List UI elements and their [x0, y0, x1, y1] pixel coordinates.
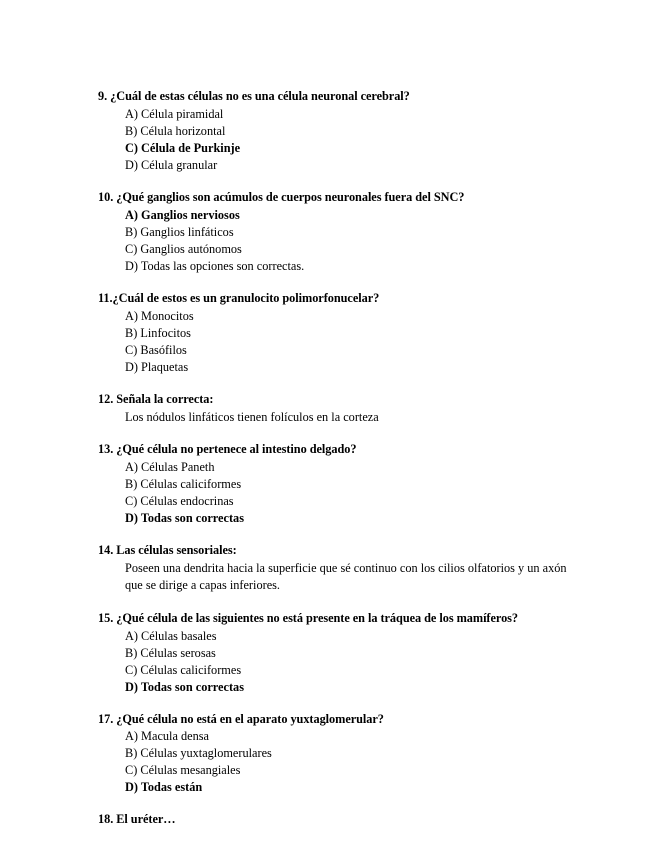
question-block-10 [98, 189, 583, 275]
option-item: D) Todas son correctas [125, 679, 244, 694]
question-stem: 9. ¿Cuál de estas células no es una célula neuronal cerebral? [98, 89, 410, 103]
option-list [98, 628, 583, 696]
question-statement: Los nódulos linfáticos tienen folículos en la corteza [125, 409, 379, 424]
question-statement: Poseen una dendrita hacia la superficie que sé continuo con los cilios olfatorios y un axón que se dirige a capas inferiores. [125, 560, 567, 593]
option-item: A) Células basales [125, 628, 217, 643]
option-item: B) Células yuxtaglomerulares [125, 746, 272, 761]
question-block-15 [98, 610, 583, 696]
option-item: B) Linfocitos [125, 325, 191, 340]
option-item: D) Plaquetas [125, 359, 189, 374]
question-stem: 14. Las células sensoriales: [98, 542, 237, 557]
question-stem: 18. El uréter… [98, 812, 176, 827]
option-item: D) Todas están [125, 780, 203, 795]
option-item: A) Células Paneth [125, 459, 215, 474]
option-list [98, 106, 583, 174]
option-item: B) Célula horizontal [125, 123, 226, 138]
option-item: C) Células endocrinas [125, 493, 234, 508]
option-item: A) Ganglios nerviosos [125, 207, 240, 222]
option-item: B) Células serosas [125, 645, 216, 660]
question-stem: 15. ¿Qué célula de las siguientes no está presente en la tráquea de los mamíferos? [98, 610, 519, 625]
question-stem: 17. ¿Qué célula no está en el aparato yuxtaglomerular? [98, 711, 384, 726]
option-item: C) Célula de Purkinje [125, 140, 241, 155]
option-list [98, 207, 583, 275]
question-block-14 [98, 542, 583, 595]
option-list [98, 728, 583, 796]
option-item: A) Célula piramidal [125, 106, 224, 121]
question-stem: 12. Señala la correcta: [98, 391, 214, 406]
option-list [98, 459, 583, 527]
question-block-12 [98, 391, 583, 426]
option-item: A) Macula densa [125, 729, 209, 744]
question-block-17 [98, 711, 583, 797]
option-item: D) Todas las opciones son correctas. [125, 258, 305, 273]
question-block-11 [98, 290, 583, 376]
option-item: B) Células caliciformes [125, 476, 242, 491]
question-stem: 11.¿Cuál de estos es un granulocito polimorfonucelar? [98, 290, 380, 305]
question-block-13 [98, 441, 583, 527]
question-block-9 [98, 88, 583, 174]
question-stem: 13. ¿Qué célula no pertenece al intestino delgado? [98, 441, 357, 456]
option-item: D) Célula granular [125, 157, 218, 172]
option-item: C) Basófilos [125, 342, 187, 357]
option-item: C) Células mesangiales [125, 763, 241, 778]
option-item: C) Células caliciformes [125, 662, 242, 677]
option-item: D) Todas son correctas [125, 510, 244, 525]
option-item: A) Monocitos [125, 308, 194, 323]
option-item: B) Ganglios linfáticos [125, 224, 234, 239]
question-stem: 10. ¿Qué ganglios son acúmulos de cuerpos neuronales fuera del SNC? [98, 189, 465, 204]
option-item: C) Ganglios autónomos [125, 241, 242, 256]
option-list [98, 308, 583, 376]
question-block-18 [98, 811, 583, 828]
